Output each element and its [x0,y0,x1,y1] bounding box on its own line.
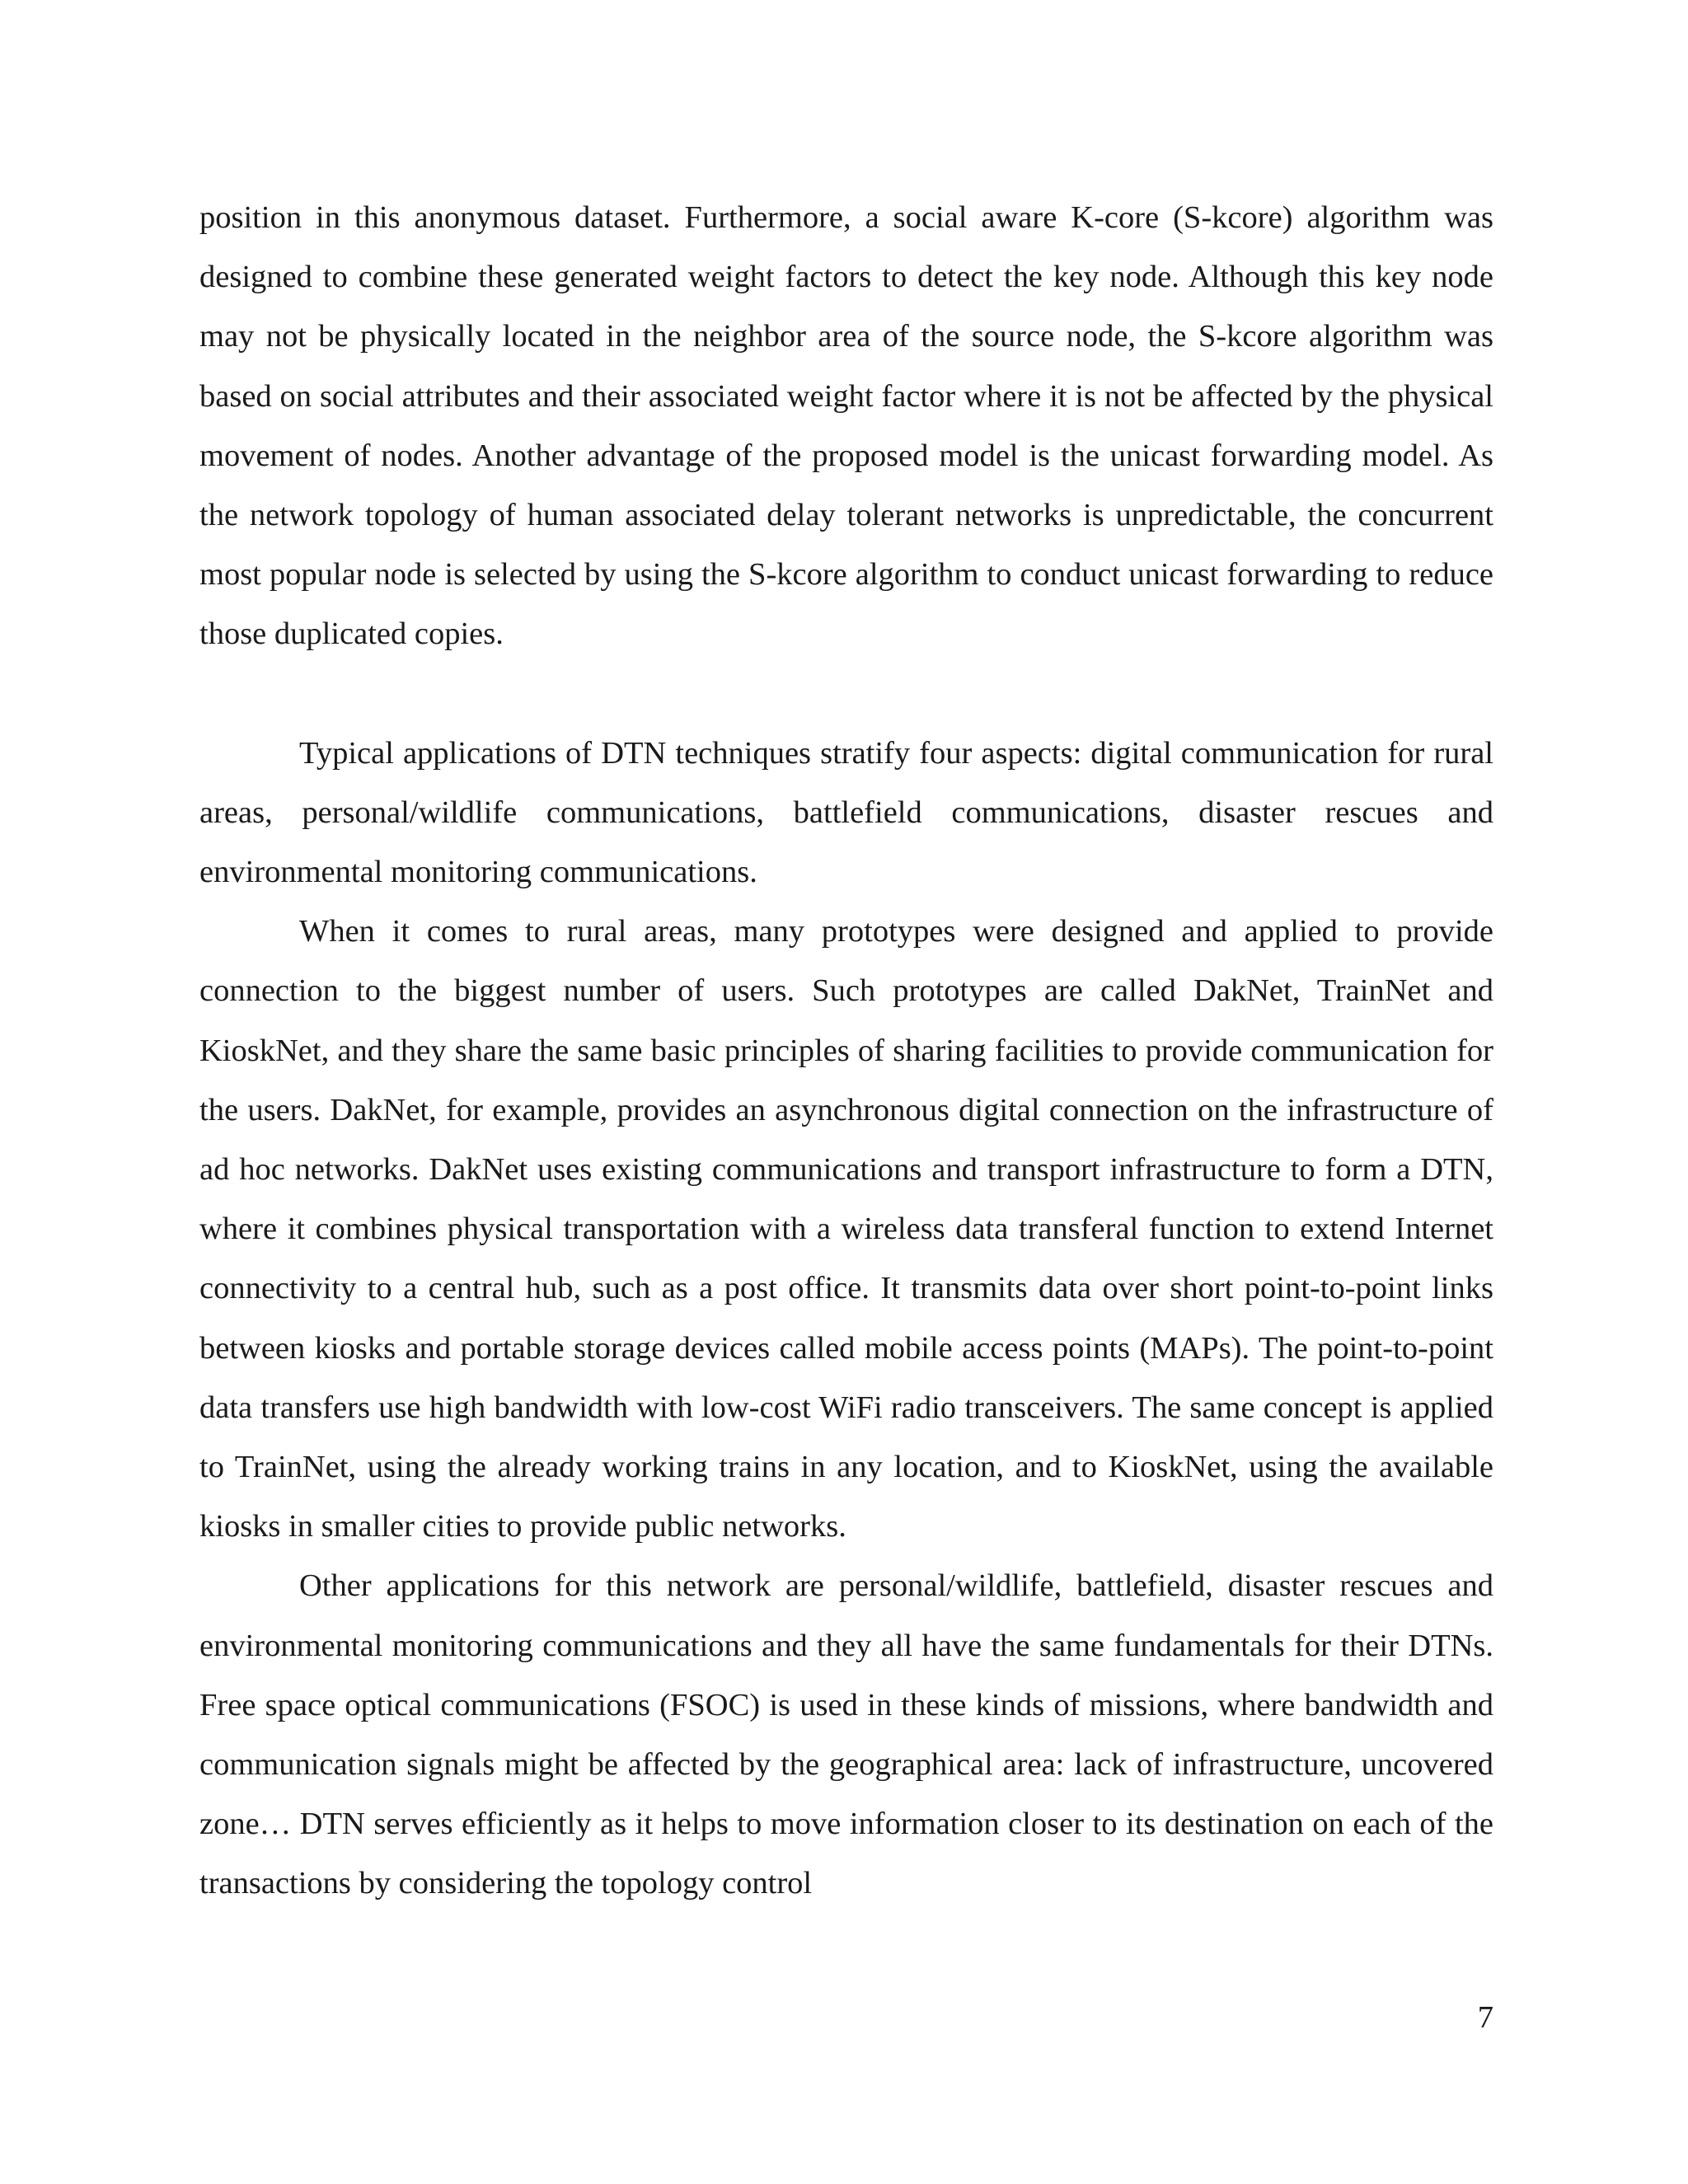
paragraph-other-applications: Other applications for this network are personal/wildlife, battlefield, disaster rescues and environmental monitoring communications and they all have the same fundamentals for their DTNs. Free space optical communications (FSOC) is used in these kinds of missions, where bandwidth and communication signals might be affected by the geographical area: lack of infrastructure, uncovered zone… DTN serves efficiently as it helps to move information closer to its destination on each of the transactions by considering the topology control [199,1568,1493,1901]
paragraph-s-kcore-continuation: position in this anonymous dataset. Furthermore, a social aware K-core (S-kcore) algorithm was designed to combine these generated weight factors to detect the key node. Although this key node may not be physically located in the neighbor area of the source node, the S-kcore algorithm was based on social attributes and their associated weight factor where it is not be affected by the physical movement of nodes. Another advantage of the proposed model is the unicast forwarding model. As the network topology of human associated delay tolerant networks is unpredictable, the concurrent most popular node is selected by using the S-kcore algorithm to conduct unicast forwarding to reduce those duplicated copies. [199,200,1493,652]
body-text [199,188,1493,1914]
paragraph-dtn-applications: Typical applications of DTN techniques stratify four aspects: digital communication for rural areas, personal/wildlife communications, battlefield communications, disaster rescues and environmental monitoring communications. [199,735,1493,890]
page-number: 7 [1477,2000,1493,2035]
paragraph-rural-areas: When it comes to rural areas, many prototypes were designed and applied to provide connection to the biggest number of users. Such prototypes are called DakNet, TrainNet and KioskNet, and they share the same basic principles of sharing facilities to provide communication for the users. DakNet, for example, provides an asynchronous digital connection on the infrastructure of ad hoc networks. DakNet uses existing communications and transport infrastructure to form a DTN, where it combines physical transportation with a wireless data transferal function to extend Internet connectivity to a central hub, such as a post office. It transmits data over short point-to-point links between kiosks and portable storage devices called mobile access points (MAPs). The point-to-point data transfers use high bandwidth with low-cost WiFi radio transceivers. The same concept is applied to TrainNet, using the already working trains in any location, and to KioskNet, using the available kiosks in smaller cities to provide public networks. [199,914,1493,1544]
paragraph-gap [199,664,1493,724]
